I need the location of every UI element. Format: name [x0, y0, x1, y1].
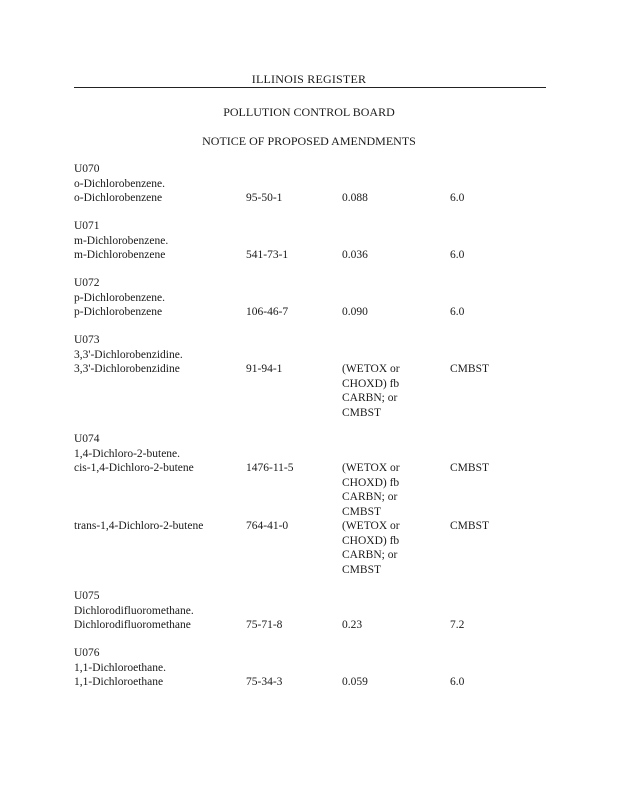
waste-code: U073 — [74, 334, 100, 346]
waste-entry-u071 — [74, 219, 554, 263]
waste-description: 1,4-Dichloro-2-butene. — [74, 447, 181, 460]
constituent-name: trans-1,4-Dichloro-2-butene — [74, 520, 204, 532]
waste-entry-u075 — [74, 589, 554, 633]
constituent-row — [74, 618, 554, 633]
nonwastewater-standard: 7.2 — [450, 619, 465, 631]
constituent-row — [74, 519, 554, 534]
waste-entry-u072 — [74, 276, 554, 320]
nonwastewater-standard: 6.0 — [450, 306, 465, 318]
waste-code: U074 — [74, 433, 100, 445]
wastewater-standard-cont: CHOXD) fb — [342, 377, 400, 390]
wastewater-standard-cont: CARBN; or — [342, 491, 398, 503]
wastewater-standard-cont: CMBST — [342, 406, 381, 419]
constituent-row — [74, 461, 554, 476]
cas-number: 541-73-1 — [246, 249, 289, 261]
register-title: ILLINOIS REGISTER — [251, 72, 367, 86]
constituent-row — [74, 191, 554, 206]
waste-description: 1,1-Dichloroethane. — [74, 661, 166, 674]
constituent-row — [74, 305, 554, 320]
constituent-name: 3,3'-Dichlorobenzidine — [74, 363, 180, 375]
waste-entry-u074 — [74, 432, 554, 577]
constituent-name: o-Dichlorobenzene — [74, 192, 163, 204]
waste-code: U072 — [74, 277, 100, 289]
wastewater-standard-cont: CMBST — [342, 563, 381, 576]
waste-description: m-Dichlorobenzene. — [74, 234, 169, 247]
waste-code: U075 — [74, 590, 100, 602]
cas-number: 106-46-7 — [246, 306, 289, 318]
wastewater-standard-cont: CHOXD) fb — [342, 534, 400, 547]
constituent-name: Dichlorodifluoromethane — [74, 619, 191, 631]
nonwastewater-standard: CMBST — [450, 462, 489, 474]
wastewater-standard-cont: CHOXD) fb — [342, 476, 400, 489]
nonwastewater-standard: 6.0 — [450, 249, 465, 261]
wastewater-standard: 0.23 — [342, 619, 363, 631]
waste-code: U070 — [74, 163, 100, 175]
waste-entry-u076 — [74, 646, 554, 690]
waste-entry-u073 — [74, 333, 554, 420]
cas-number: 75-34-3 — [246, 676, 283, 688]
cas-number: 764-41-0 — [246, 520, 289, 532]
constituent-name: cis-1,4-Dichloro-2-butene — [74, 462, 194, 474]
constituent-name: p-Dichlorobenzene — [74, 306, 163, 318]
constituent-name: 1,1-Dichloroethane — [74, 676, 164, 688]
header-rule — [74, 87, 546, 88]
waste-description: o-Dichlorobenzene. — [74, 177, 166, 190]
cas-number: 75-71-8 — [246, 619, 283, 631]
nonwastewater-standard: 6.0 — [450, 192, 465, 204]
waste-code: U076 — [74, 647, 100, 659]
waste-description: Dichlorodifluoromethane. — [74, 604, 194, 617]
nonwastewater-standard: CMBST — [450, 520, 489, 532]
nonwastewater-standard: 6.0 — [450, 676, 465, 688]
cas-number: 91-94-1 — [246, 363, 283, 375]
constituent-row — [74, 675, 554, 690]
waste-description: p-Dichlorobenzene. — [74, 291, 166, 304]
wastewater-standard: 0.036 — [342, 249, 368, 261]
waste-entry-u070 — [74, 162, 554, 206]
wastewater-standard: 0.090 — [342, 306, 368, 318]
constituent-row — [74, 362, 554, 377]
nonwastewater-standard: CMBST — [450, 363, 489, 375]
wastewater-standard: 0.059 — [342, 676, 368, 688]
constituent-row — [74, 248, 554, 263]
wastewater-standard: (WETOX or — [342, 520, 400, 532]
cas-number: 95-50-1 — [246, 192, 283, 204]
wastewater-standard: 0.088 — [342, 192, 368, 204]
wastewater-standard-cont: CARBN; or — [342, 392, 398, 404]
wastewater-standard: (WETOX or — [342, 462, 400, 474]
wastewater-standard: (WETOX or — [342, 363, 400, 375]
waste-description: 3,3'-Dichlorobenzidine. — [74, 348, 183, 361]
board-name: POLLUTION CONTROL BOARD — [223, 105, 395, 119]
wastewater-standard-cont: CARBN; or — [342, 549, 398, 561]
notice-heading: NOTICE OF PROPOSED AMENDMENTS — [202, 134, 416, 148]
wastewater-standard-cont: CMBST — [342, 505, 381, 518]
waste-code: U071 — [74, 220, 100, 232]
constituent-name: m-Dichlorobenzene — [74, 249, 166, 261]
cas-number: 1476-11-5 — [246, 462, 294, 474]
